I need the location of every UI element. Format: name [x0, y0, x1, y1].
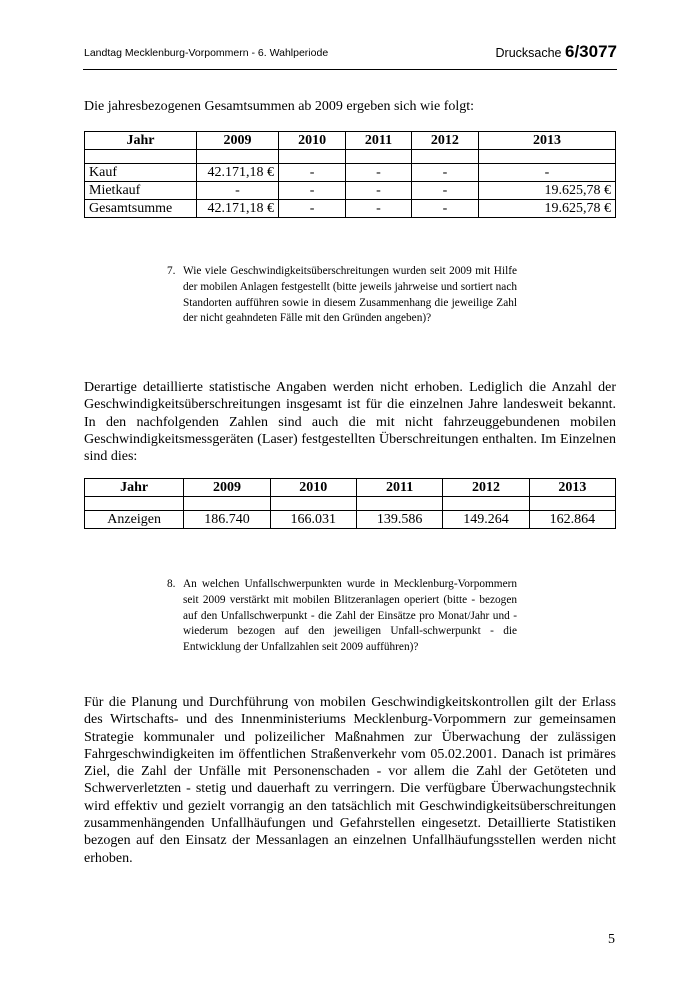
totals-table-header [85, 132, 616, 150]
table-cell: Anzeigen [85, 511, 184, 529]
table-cell: - [346, 200, 412, 218]
answer-8-paragraph: Für die Planung und Durchführung von mobilen Geschwindigkeitskontrollen gilt der Erlass des Wirtschafts- und des Innenministeriums Mecklenburg-Vorpommern zur gemeinsamen Strategie kommunaler und polizeilicher Maßnahmen zur Überwachung der zulässigen Fahrgeschwindigkeiten im öffentlichen Straßenverkehr vom 05.02.2001. Danach ist primäres Ziel, die Zahl der Unfälle mit Personenschaden - vor allem die Zahl der Getöteten und Schwerverletzten - stetig und dauerhaft zu verringern. Die verfügbare Überwachungstechnik wird effektiv und gezielt vorrangig an den tatsächlich mit Geschwindigkeitsüberschreitungen zusammenhängenden Unfallhäufungen und Gefahrstellen eingesetzt. Detaillierte Statistiken bezogen auf den Einsatz der Messanlagen an einzelnen Unfallhäufungsstellen werden nicht erhoben. [84, 695, 616, 866]
question-text: An welchen Unfallschwerpunkten wurde in Mecklenburg-Vorpommern seit 2009 verstärkt mit mobilen Blitzeranlagen operiert (bitte - bezogen auf den Unfallschwerpunkt - die Zahl der Einsätze pro Monat/Jahr und - wiederum bezogen auf den jeweiligen Unfall-schwerpunkt - die Entwicklung der Unfallzahlen seit 2009 aufführen)? [183, 578, 517, 654]
header-document-number [496, 42, 617, 62]
table-header-cell: 2012 [443, 479, 529, 497]
table-spacer-row [85, 497, 616, 511]
table-header-cell: Jahr [85, 132, 197, 150]
question-7 [167, 264, 517, 327]
header-doc-number: 6/3077 [565, 42, 617, 61]
totals-table [84, 131, 616, 218]
header-divider [83, 69, 617, 70]
violations-table [84, 478, 616, 529]
question-number: 7. [167, 265, 176, 277]
table-header-cell: 2013 [529, 479, 615, 497]
table-cell: Mietkauf [85, 182, 197, 200]
table-header-cell: Jahr [85, 479, 184, 497]
question-8 [167, 577, 517, 656]
table-cell: 19.625,78 € [478, 182, 615, 200]
table-header-cell: 2010 [270, 479, 356, 497]
table-cell: 42.171,18 € [197, 200, 279, 218]
table-cell: 186.740 [184, 511, 270, 529]
table-cell: - [346, 182, 412, 200]
table-cell: - [279, 182, 346, 200]
table-header-cell: 2013 [478, 132, 615, 150]
table-cell: 42.171,18 € [197, 164, 279, 182]
table-cell: - [346, 164, 412, 182]
table-header-cell: 2012 [411, 132, 478, 150]
page-number: 5 [608, 932, 615, 947]
table-header-cell: 2011 [356, 479, 442, 497]
table-header-cell: 2010 [279, 132, 346, 150]
header-doc-label: Drucksache [495, 46, 565, 60]
table-cell: - [279, 164, 346, 182]
table-cell: - [411, 164, 478, 182]
table-cell: 19.625,78 € [478, 200, 615, 218]
table-cell: 166.031 [270, 511, 356, 529]
table-header-cell: 2009 [184, 479, 270, 497]
answer-7-paragraph: Derartige detaillierte statistische Angaben werden nicht erhoben. Lediglich die Anzahl der Geschwindigkeitsüberschreitungen insgesamt ist für die einzelnen Jahre landesweit bekannt. In den nachfolgenden Zahlen sind auch die mit nicht fahrzeuggebundenen mobilen Geschwindigkeitsmessgeräten (Laser) festgestellten Überschreitungen enthalten. Im Einzelnen sind dies: [84, 380, 616, 465]
table-cell: - [478, 164, 615, 182]
table-row [85, 182, 616, 200]
table-cell: - [411, 200, 478, 218]
table-header-cell: 2009 [197, 132, 279, 150]
table-cell: 149.264 [443, 511, 529, 529]
table-cell: 139.586 [356, 511, 442, 529]
table-row [85, 164, 616, 182]
table-cell: Kauf [85, 164, 197, 182]
table-cell: - [411, 182, 478, 200]
table-header-cell: 2011 [346, 132, 412, 150]
table-cell: 162.864 [529, 511, 615, 529]
question-number: 8. [167, 578, 176, 590]
table-cell: Gesamtsumme [85, 200, 197, 218]
table-row [85, 200, 616, 218]
table-cell: - [279, 200, 346, 218]
violations-table-header [85, 479, 616, 497]
intro-sentence: Die jahresbezogenen Gesamtsummen ab 2009 ergeben sich wie folgt: [84, 99, 475, 114]
question-text: Wie viele Geschwindigkeitsüberschreitungen wurden seit 2009 mit Hilfe der mobilen Anlagen festgestellt (bitte jeweils jahrweise und sortiert nach Standorten aufführen sowie in diesem Zusammenhang die jeweilige Zahl der nicht geahndeten Fälle mit den Gründen angeben)? [183, 265, 517, 325]
table-spacer-row [85, 150, 616, 164]
header-parliament: Landtag Mecklenburg-Vorpommern - 6. Wahlperiode [84, 47, 329, 59]
table-cell: - [197, 182, 279, 200]
table-row [85, 511, 616, 529]
